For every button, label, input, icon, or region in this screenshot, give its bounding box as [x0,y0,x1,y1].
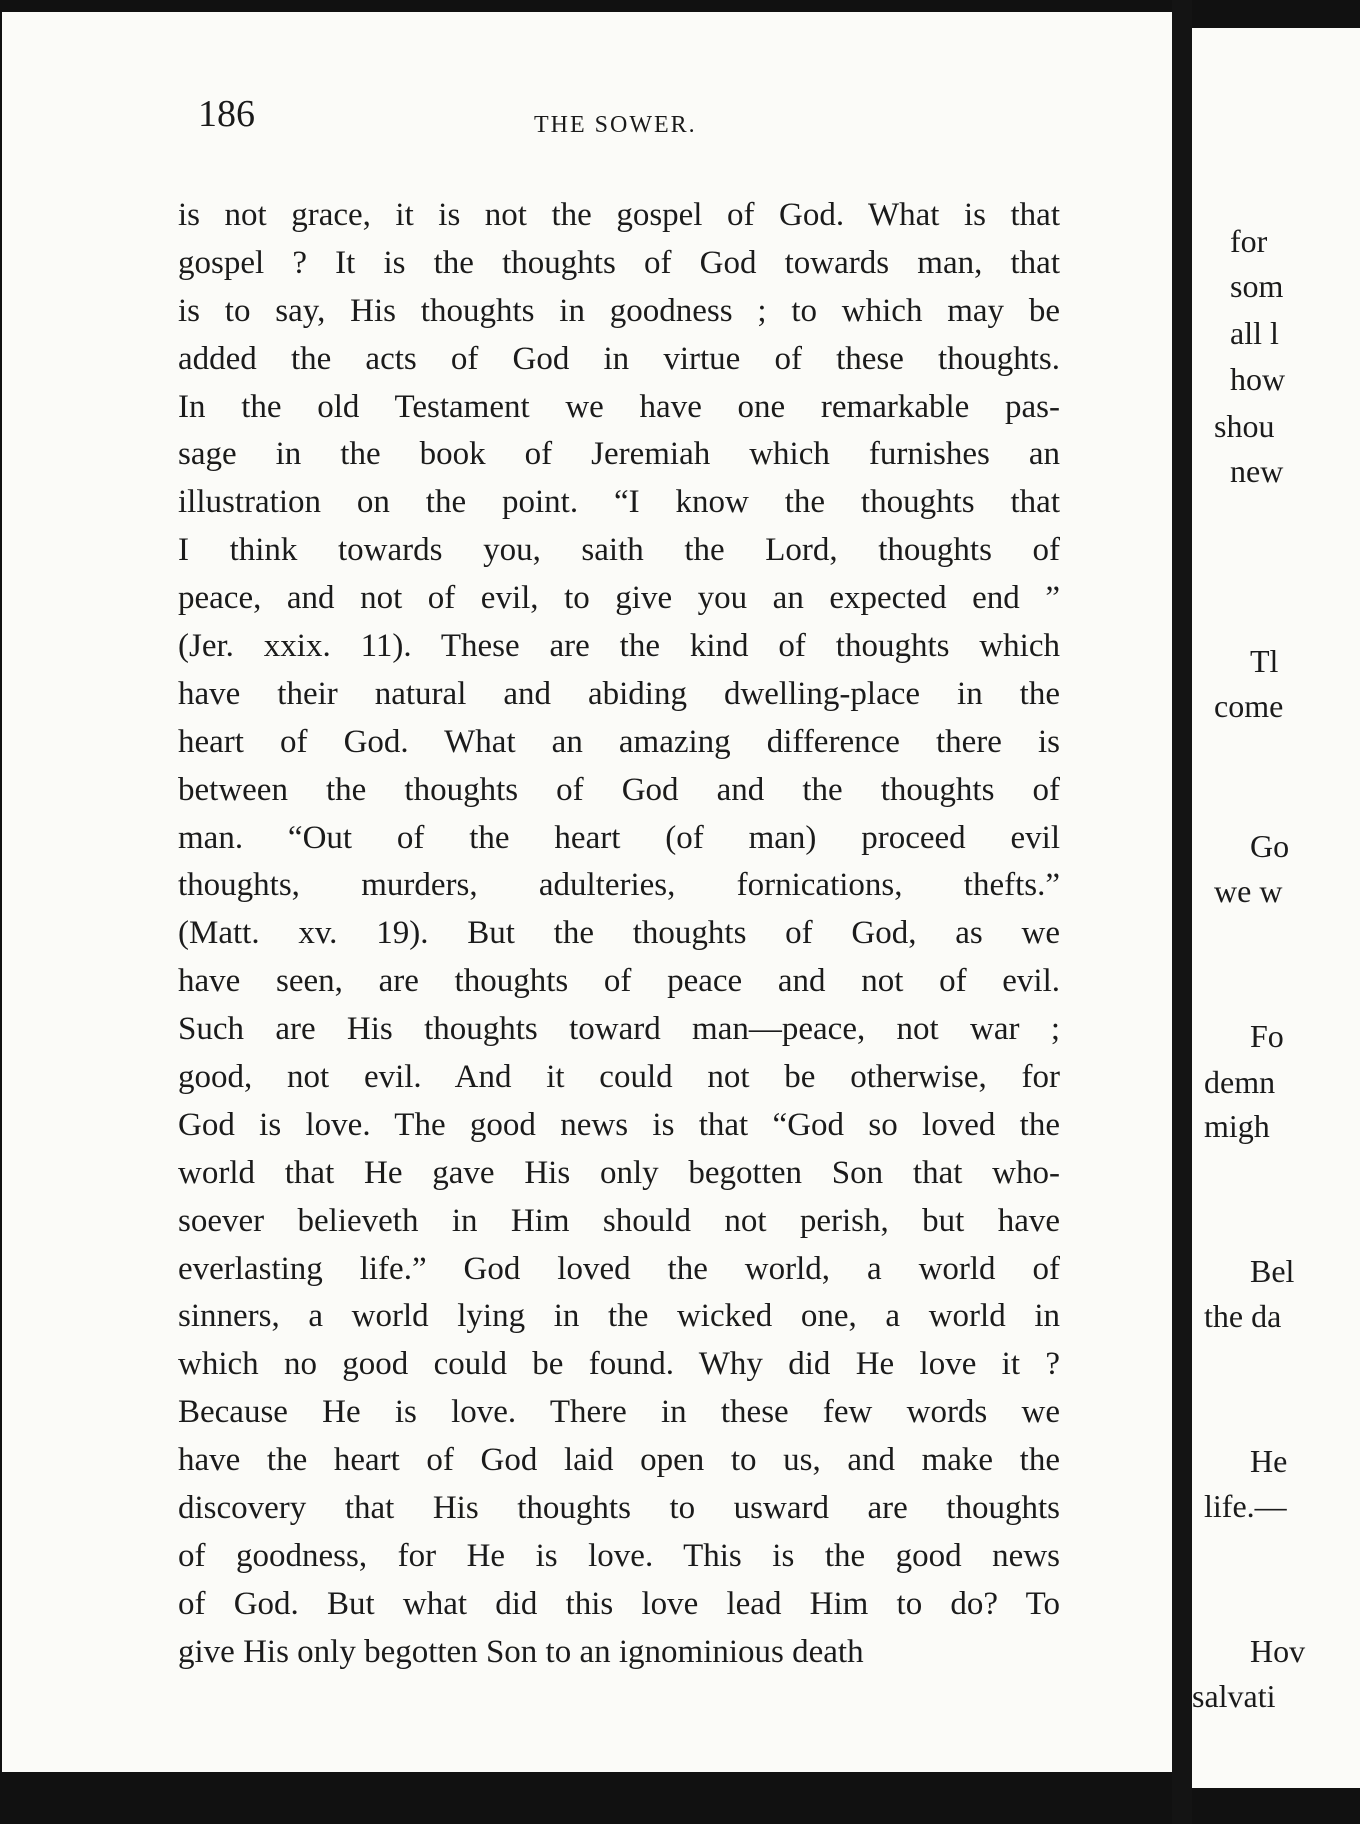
facing-page [1192,28,1360,1788]
text-line: In the old Testament we have one remarkable pas- [178,388,1060,425]
text-line: sage in the book of Jeremiah which furnishes an [178,436,1060,473]
facing-page-fragment: demn [1204,1064,1276,1100]
text-line: have the heart of God laid open to us, and make the [178,1442,1060,1479]
facing-page-fragment: the da [1204,1298,1282,1334]
text-line: world that He gave His only begotten Son that who- [178,1154,1060,1191]
facing-page-fragment: Tl [1250,643,1279,679]
facing-page-fragment: salvati [1192,1678,1276,1714]
left-page [2,12,1172,1772]
text-line: peace, and not of evil, to give you an expected end ” [178,580,1060,617]
text-line: have their natural and abiding dwelling-place in the [178,675,1060,712]
text-line: heart of God. What an amazing difference there is [178,723,1060,760]
facing-page-fragment: Hov [1250,1633,1306,1669]
text-line: (Matt. xv. 19). But the thoughts of God, as we [178,915,1060,952]
facing-page-fragment: Bel [1250,1253,1295,1289]
facing-page-fragment: come [1214,688,1284,724]
facing-page-fragment: new [1230,453,1284,489]
page-number: 186 [198,93,255,135]
text-line: of God. But what did this love lead Him to do? To [178,1585,1060,1622]
text-line: thoughts, murders, adulteries, fornications, thefts.” [178,867,1060,904]
text-line: everlasting life.” God loved the world, a world of [178,1250,1060,1287]
text-line: illustration on the point. “I know the thoughts that [178,484,1060,521]
facing-page-fragment: life.— [1204,1488,1287,1524]
facing-page-fragment: migh [1204,1108,1270,1144]
running-head: THE SOWER. [534,112,697,138]
text-line: soever believeth in Him should not perish, but have [178,1202,1060,1239]
page-gutter [1172,0,1192,1824]
facing-page-fragment: som [1230,268,1284,304]
facing-page-fragment: how [1230,361,1286,397]
text-line: good, not evil. And it could not be otherwise, for [178,1059,1060,1096]
text-line: gospel ? It is the thoughts of God towards man, that [178,244,1060,281]
text-line: is to say, His thoughts in goodness ; to which may be [178,292,1060,329]
text-line: man. “Out of the heart (of man) proceed evil [178,819,1060,856]
facing-page-fragment: He [1250,1443,1288,1479]
text-line: between the thoughts of God and the thoughts of [178,771,1060,808]
text-line: (Jer. xxix. 11). These are the kind of thoughts which [178,628,1060,665]
text-line: is not grace, it is not the gospel of God. What is that [178,197,1060,233]
text-line: which no good could be found. Why did He love it ? [178,1346,1060,1383]
facing-page-fragment: shou [1214,408,1275,444]
text-line: added the acts of God in virtue of these thoughts. [178,340,1060,377]
text-line: I think towards you, saith the Lord, thoughts of [178,532,1060,569]
facing-page-fragment: we w [1214,873,1283,909]
text-line: God is love. The good news is that “God so loved the [178,1106,1060,1143]
facing-page-fragment: Fo [1250,1018,1284,1054]
text-line: give His only begotten Son to an ignominious death [178,1633,864,1670]
facing-page-fragment: Go [1250,828,1290,864]
page-header [198,92,1078,152]
text-line: of goodness, for He is love. This is the good news [178,1537,1060,1574]
body-text [178,192,1060,1677]
text-line: Because He is love. There in these few words we [178,1394,1060,1431]
facing-page-fragment: for [1230,223,1268,259]
facing-page-text [1192,28,1360,1788]
text-line: sinners, a world lying in the wicked one, a world in [178,1298,1060,1335]
text-line: have seen, are thoughts of peace and not of evil. [178,963,1060,1000]
text-line: Such are His thoughts toward man—peace, not war ; [178,1011,1060,1048]
facing-page-fragment: all l [1230,315,1279,351]
text-line: discovery that His thoughts to usward are thoughts [178,1490,1060,1527]
